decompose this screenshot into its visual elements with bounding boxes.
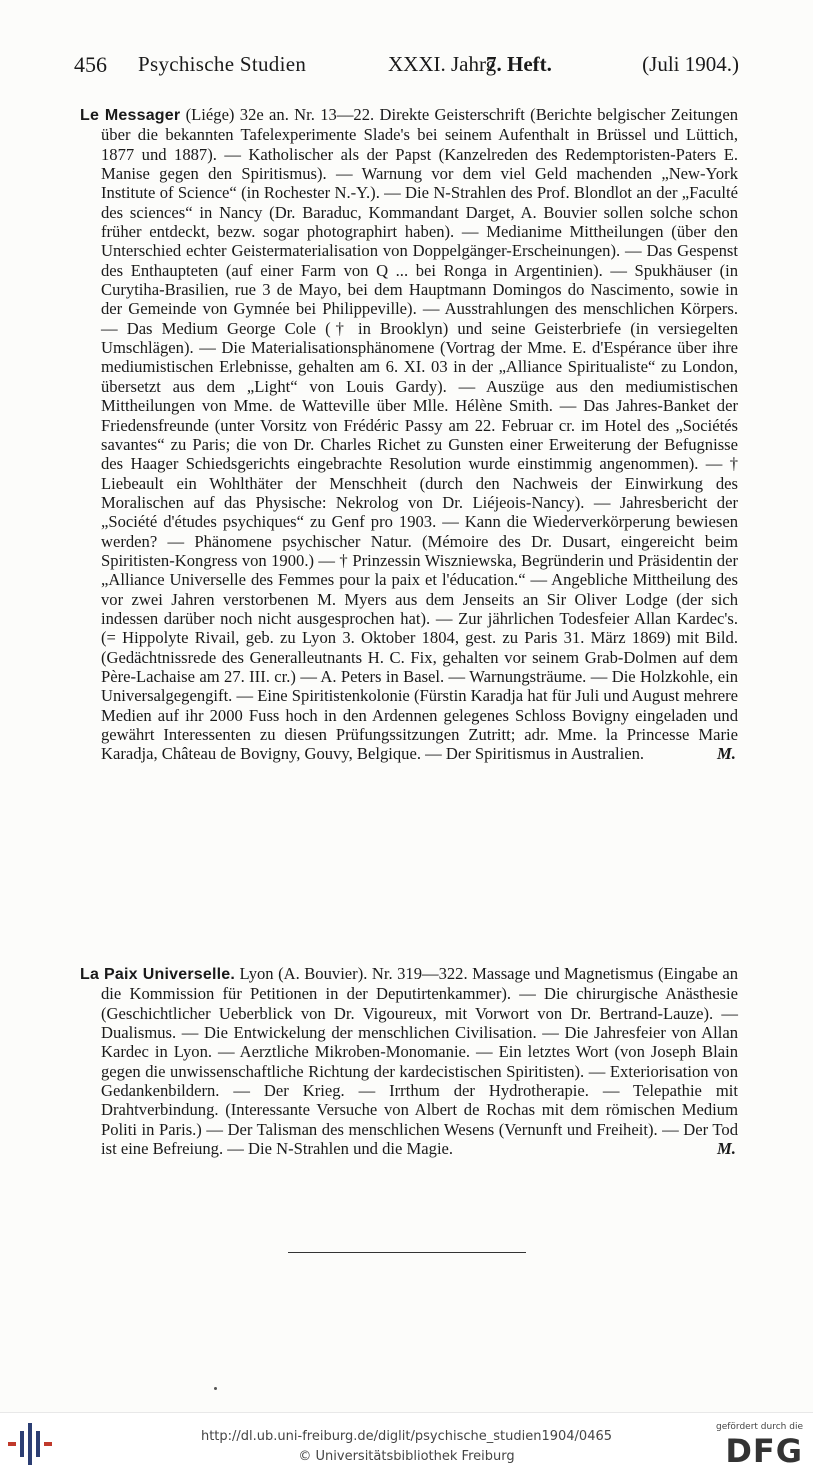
page-header bbox=[74, 52, 739, 86]
review-entry-la-paix-universelle bbox=[80, 964, 738, 1158]
entry-text: Lyon (A. Bouvier). Nr. 319—322. Massage und Magnetismus (Eingabe an die Kommission für Petitionen in der Deputirtenkammer). — Die chirurgische Anästhesie (Geschichtlicher Ueberblick von Dr. Vigoureux, mit Vorwort von Dr. Bertrand-Lauze). — Dualismus. — Die Entwickelung der menschlichen Civilisation. — Die Jahresfeier von Allan Kardec in Lyon. — Aerztliche Mikroben-Monomanie. — Ein letztes Wort (von Joseph Blain gegen die unwissenschaftliche Richtung der kardecistischen Spiritisten). — Exteriorisation von Gedankenbildern. — Der Krieg. — Irrthum der Hydrotherapie. — Telepathie mit Drahtverbindung. (Interessante Versuche von Albert de Rochas mit dem römischen Medium Politi in Paris.) — Der Talisman des menschlichen Wesens (Vernunft und Freiheit). — Der Tod ist eine Befreiung. — Die N-Strahlen und die Magie. bbox=[101, 964, 739, 1159]
dfg-logo: DFG bbox=[725, 1432, 803, 1470]
entry-text: (Liége) 32e an. Nr. 13—22. Direkte Geisterschrift (Berichte belgischer Zeitungen über die bekannten Tafelexperimente Slade's bei seinem Aufenthalt in Brüssel und Lüttich, 1877 und 1887). — Katholischer als der Papst (Kanzelreden des Redemptoristen-Paters E. Manise gegen den Spiritismus). — Warnung vor dem viel Geld machenden „New-York Institute of Science“ (in Rochester N.-Y.). — Die N-Strahlen des Prof. Blondlot an der „Faculté des sciences“ in Nancy (Dr. Baraduc, Kommandant Darget, A. Bouvier sollen solche schon früher entdeckt, bezw. sogar photographirt haben). — Medianime Mittheilungen (über den Unterschied echter Geistermaterialisation von Doppelgänger-Erscheinungen). — Das Gespenst des Enthaupteten (auf einer Farm von Q ... bei Ronga in Argentinien). — Spukhäuser (in Curytiha-Brasilien, rue 3 de Mayo, bei dem Hauptmann Domingos do Nascimento, sowie in der Gemeinde von Gymnée bei Philippeville). — Ausstrahlungen des menschlichen Körpers. — Das Medium George Cole († in Brooklyn) und seine Geisterbriefe (in versiegelten Umschlägen). — Die Materialisationsphänomene (Vortrag der Mme. E. d'Espérance über ihre mediumistischen Erlebnisse, gehalten am 6. XI. 03 in der „Alliance Spiritualiste“ zu London, übersetzt aus dem „Light“ von Louis Gardy). — Auszüge aus den mediumistischen Mittheilungen von Mme. de Watteville über Mlle. Hélène Smith. — Das Jahres-Banket der Friedensfreunde (unter Vorsitz von Frédéric Passy am 22. Februar cr. im Hotel des „Sociétés savantes“ zu Paris; die von Dr. Charles Richet zu Gunsten einer Erweiterung der Befugnisse des Haager Schiedsgerichts eingebrachte Resolution wurde einstimmig angenommen). — † Liebeault ein Wohlthäter der Menschheit (durch den Nachweis der Einwirkung des Moralischen auf das Physische: Nekrolog von Dr. Liéjeois-Nancy). — Jahresbericht der „Société d'études psychiques“ zu Genf pro 1903. — Kann die Wiederverkörperung bewiesen werden? — Phänomene psychischer Natur. (Mémoire des Dr. Dusart, eingereicht beim Spiritisten-Kongress von 1900.) — † Prinzessin Wiszniewska, Begründerin und Präsidentin der „Alliance Universelle des Femmes pour la paix et l'éducation.“ — Angebliche Mittheilung des vor zwei Jahren verstorbenen M. Myers aus dem Jenseits an Sir Oliver Lodge (der sich indessen darüber noch nicht ausgesprochen hat). — Zur jährlichen Todesfeier Allan Kardec's. (= Hippolyte Rivail, geb. zu Lyon 3. Oktober 1804, gest. zu Paris 31. März 1869) mit Bild. (Gedächtnissrede des Generalleutnants H. C. Fix, gehalten vor seinem Grab-Dolmen auf dem Père-Lachaise am 27. III. cr.) — A. Peters in Basel. — Warnungsträume. — Die Holzkohle, ein Universalgegengift. — Eine Spiritistenkolonie (Fürstin Karadja hat für Juli und August mehrere Medien auf ihr 2000 Fuss hoch in den Ardennen gelegenes Schloss Bovigny eingeladen und gewährt Interessenten zu diesen Prüfungssitzungen Zutritt; adr. Mme. la Princesse Marie Karadja, Château de Bovigny, Gouvy, Belgique. — Der Spiritismus in Australien. bbox=[101, 105, 739, 764]
entry-paragraph: Le Messager (Liége) 32e an. Nr. 13—22. Direkte Geisterschrift (Berichte belgischer Zeitungen über die bekannten Tafelexperimente Slade's bei seinem Aufenthalt in Brüssel und Lüttich, 1877 und 1887). — Katholischer als der Papst (Kanzelreden des Redemptoristen-Paters E. Manise gegen den Spiritismus). — Warnung vor dem viel Geld machenden „New-York Institute of Science“ (in Rochester N.-Y.). — Die N-Strahlen des Prof. Blondlot an der „Faculté des sciences“ in Nancy (Dr. Baraduc, Kommandant Darget, A. Bouvier sollen solche schon früher entdeckt, bezw. sogar photographirt haben). — Medianime Mittheilungen (über den Unterschied echter Geistermaterialisation von Doppelgänger-Erscheinungen). — Das Gespenst des Enthaupteten (auf einer Farm von Q ... bei Ronga in Argentinien). — Spukhäuser (in Curytiha-Brasilien, rue 3 de Mayo, bei dem Hauptmann Domingos do Nascimento, sowie in der Gemeinde von Gymnée bei Philippeville). — Ausstrahlungen des menschlichen Körpers. — Das Medium George Cole († in Brooklyn) und seine Geisterbriefe (in versiegelten Umschlägen). — Die Materialisationsphänomene (Vortrag der Mme. E. d'Espérance über ihre mediumistischen Erlebnisse, gehalten am 6. XI. 03 in der „Alliance Spiritualiste“ zu London, übersetzt aus dem „Light“ von Louis Gardy). — Auszüge aus den mediumistischen Mittheilungen von Mme. de Watteville über Mlle. Hélène Smith. — Das Jahres-Banket der Friedensfreunde (unter Vorsitz von Frédéric Passy am 22. Februar cr. im Hotel des „Sociétés savantes“ zu Paris; die von Dr. Charles Richet zu Gunsten einer Erweiterung der Befugnisse des Haager Schiedsgerichts eingebrachte Resolution wurde einstimmig angenommen). — † Liebeault ein Wohlthäter der Menschheit (durch den Nachweis der Einwirkung des Moralischen auf das Physische: Nekrolog von Dr. Liéjeois-Nancy). — Jahresbericht der „Société d'études psychiques“ zu Genf pro 1903. — Kann die Wiederverkörperung bewiesen werden? — Phänomene psychischer Natur. (Mémoire des Dr. Dusart, eingereicht beim Spiritisten-Kongress von 1900.) — † Prinzessin Wiszniewska, Begründerin und Präsidentin der „Alliance Universelle des Femmes pour la paix et l'éducation.“ — Angebliche Mittheilung des vor zwei Jahren verstorbenen M. Myers aus dem Jenseits an Sir Oliver Lodge (der sich indessen darüber noch nicht ausgesprochen hat). — Zur jährlichen Todesfeier Allan Kardec's. (= Hippolyte Rivail, geb. zu Lyon 3. Oktober 1804, gest. zu Paris 31. März 1869) mit Bild. (Gedächtnissrede des Generalleutnants H. C. Fix, gehalten vor seinem Grab-Dolmen auf dem Père-Lachaise am 27. III. cr.) — A. Peters in Basel. — Warnungsträume. — Die Holzkohle, ein Universalgegengift. — Eine Spiritistenkolonie (Fürstin Karadja hat für Juli und August mehrere Medien auf ihr 2000 Fuss hoch in den Ardennen gelegenes Schloss Bovigny eingeladen und gewährt Interessenten zu diesen Prüfungssitzungen Zutritt; adr. Mme. la Princesse Marie Karadja, Château de Bovigny, Gouvy, Belgique. — Der Spiritismus in Australien. M. bbox=[80, 105, 739, 764]
funding-note: gefördert durch die bbox=[716, 1422, 803, 1432]
issue-date: (Juli 1904.) bbox=[642, 52, 739, 76]
review-entry-le-messager bbox=[80, 105, 738, 764]
issue-label: 7. Heft. bbox=[486, 52, 552, 76]
page-number: 456 bbox=[74, 52, 107, 77]
volume-label: XXXI. Jahrg. bbox=[388, 52, 502, 76]
permalink-url[interactable]: http://dl.ub.uni-freiburg.de/diglit/psychische_studien1904/0465 bbox=[200, 1429, 613, 1444]
entry-title: Le Messager bbox=[80, 107, 181, 124]
digital-library-footer bbox=[0, 1412, 813, 1474]
print-speck bbox=[214, 1387, 217, 1390]
copyright-notice: © Universitätsbibliothek Freiburg bbox=[298, 1449, 515, 1464]
entry-paragraph: La Paix Universelle. Lyon (A. Bouvier). Nr. 319—322. Massage und Magnetismus (Eingabe an die Kommission für Petitionen in der Deputirtenkammer). — Die chirurgische Anästhesie (Geschichtlicher Ueberblick von Dr. Vigoureux, mit Vorwort von Dr. Bertrand-Lauze). — Dualismus. — Die Entwickelung der menschlichen Civilisation. — Die Jahresfeier von Allan Kardec in Lyon. — Aerztliche Mikroben-Monomanie. — Ein letztes Wort (von Joseph Blain gegen die unwissenschaftliche Richtung der kardecistischen Spiritisten). — Exteriorisation von Gedankenbildern. — Der Krieg. — Irrthum der Hydrotherapie. — Telepathie mit Drahtverbindung. (Interessante Versuche von Albert de Rochas mit dem römischen Medium Politi in Paris.) — Der Talisman des menschlichen Wesens (Vernunft und Freiheit). — Der Tod ist eine Befreiung. — Die N-Strahlen und die Magie. M. bbox=[80, 964, 739, 1159]
entry-title: La Paix Universelle. bbox=[80, 966, 235, 983]
journal-title: Psychische Studien bbox=[138, 52, 307, 76]
section-divider bbox=[288, 1252, 526, 1253]
